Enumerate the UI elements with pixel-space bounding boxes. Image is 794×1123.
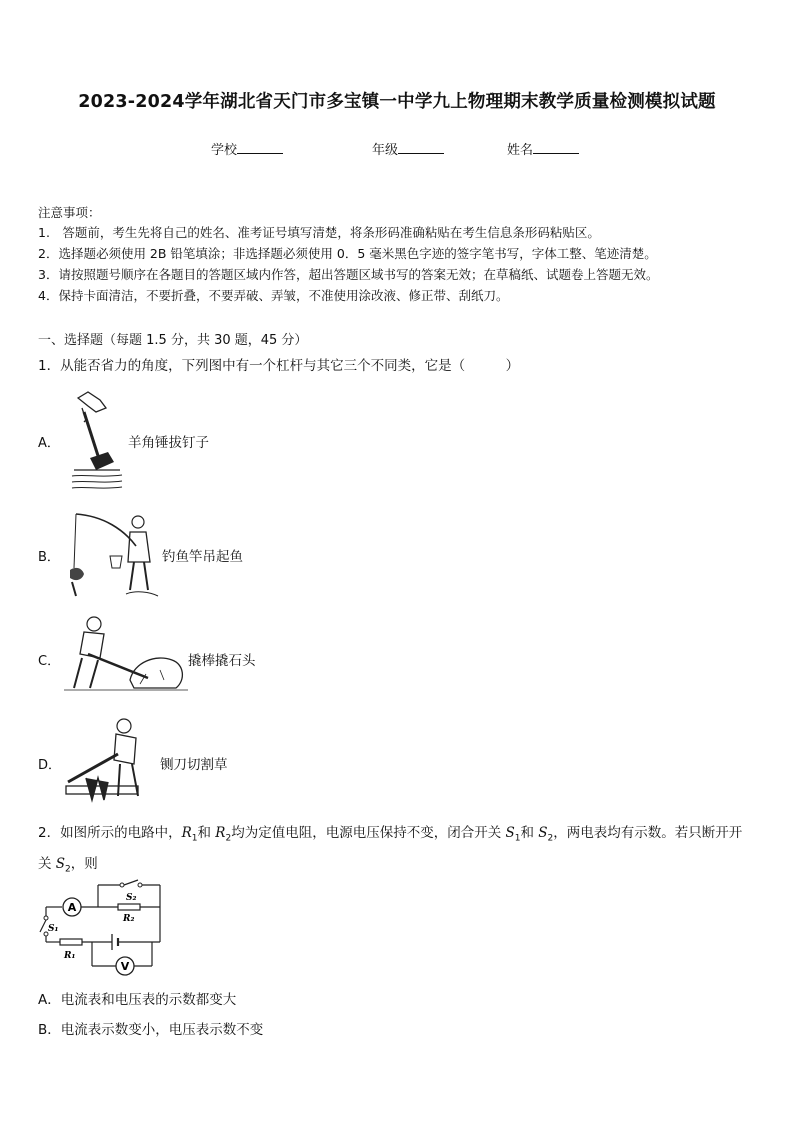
fishing-rod-image: [64, 510, 164, 605]
hammer-pulling-nail-image: [66, 390, 126, 494]
option-c-label: 撬棒撬石头: [188, 653, 256, 669]
voltmeter-label: V: [120, 960, 130, 973]
grade-label: 年级: [372, 143, 399, 158]
resistor-2-symbol: [118, 904, 140, 910]
school-field: [211, 139, 283, 158]
note-item: 2．选择题必须使用 2B 铅笔填涂；非选择题必须使用 0．5 毫米黑色字迹的签字笔书写，字体工整、笔迹清楚。: [38, 246, 657, 261]
page-title: 2023-2024学年湖北省天门市多宝镇一中学九上物理期末教学质量检测模拟试题: [78, 92, 716, 112]
crowbar-lifting-rock-image: [64, 614, 188, 698]
hay-cutter-image: [64, 716, 160, 806]
resistor-2-label: R₂: [123, 914, 135, 924]
note-item: 4．保持卡面清洁，不要折叠，不要弄破、弄皱，不准使用涂改液、修正带、刮纸刀。: [38, 288, 509, 303]
ammeter-label: A: [67, 901, 77, 914]
question-2-choice-a: A．电流表和电压表的示数都变大: [38, 992, 237, 1008]
option-a-letter: A．: [38, 436, 60, 451]
question-1-stem: 1．从能否省力的角度，下列图中有一个杠杆与其它三个不同类，它是（ ）: [38, 358, 520, 374]
section-heading: 一、选择题（每题 1.5 分，共 30 题，45 分）: [38, 333, 308, 348]
option-d-letter: D．: [38, 758, 62, 773]
option-b-label: 钓鱼竿吊起鱼: [162, 549, 243, 565]
option-b-letter: B．: [38, 550, 60, 565]
switch-2-label: S₂: [126, 893, 137, 903]
option-a-label: 羊角锤拔钉子: [128, 435, 209, 451]
notes-heading: 注意事项：: [38, 205, 101, 220]
name-field: [507, 139, 579, 158]
switch-1-label: S₁: [48, 924, 59, 934]
circuit-diagram: [34, 876, 164, 976]
grade-blank: [398, 141, 444, 154]
option-d-label: 铡刀切割草: [160, 757, 228, 773]
question-2-choice-b: B．电流表示数变小，电压表示数不变: [38, 1022, 264, 1038]
resistor-1-symbol: [60, 939, 82, 945]
question-2-stem-line1: 2．如图所示的电路中，$R_1$和 $R_2$均为定值电阻，电源电压保持不变，闭合开关 $S_1$和 $S_2$，两电表均有示数。若只断开开: [38, 825, 743, 844]
school-blank: [237, 141, 283, 154]
option-c-letter: C．: [38, 654, 61, 669]
note-item: 1. 答题前，考生先将自己的姓名、准考证号填写清楚，将条形码准确粘贴在考生信息条形码粘贴区。: [38, 225, 600, 240]
school-label: 学校: [211, 143, 238, 158]
name-blank: [533, 141, 579, 154]
grade-field: [372, 139, 444, 158]
note-item: 3．请按照题号顺序在各题目的答题区域内作答，超出答题区域书写的答案无效；在草稿纸、试题卷上答题无效。: [38, 267, 659, 282]
question-2-stem-line2: 关 $S_2$，则: [38, 856, 98, 875]
resistor-1-label: R₁: [64, 951, 76, 961]
name-label: 姓名: [507, 143, 534, 158]
